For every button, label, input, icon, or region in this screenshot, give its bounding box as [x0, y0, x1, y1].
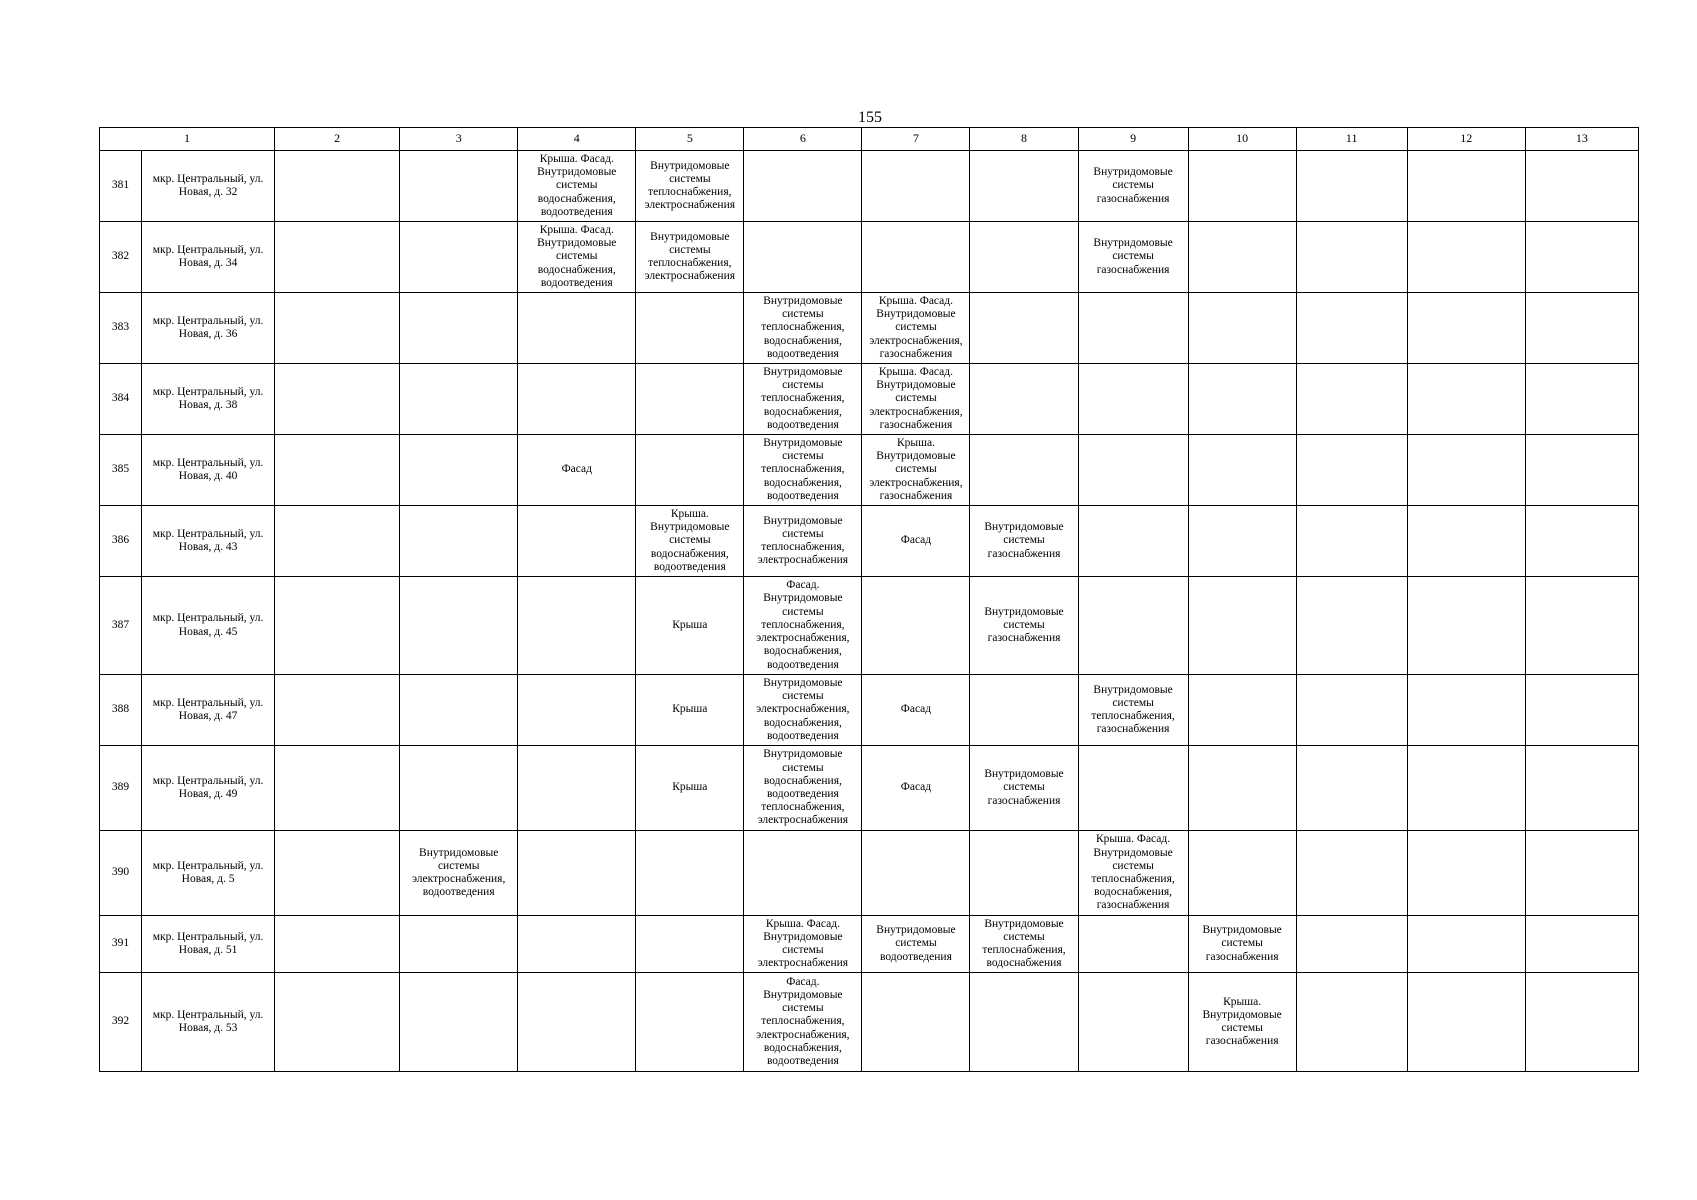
- table-row: [100, 973, 1639, 1072]
- table-cell: [1188, 222, 1296, 293]
- table-cell: [1296, 675, 1407, 746]
- table-row: [100, 293, 1639, 364]
- table-cell: [1188, 435, 1296, 506]
- repair-schedule-table: [99, 127, 1639, 1072]
- row-number-cell: 392: [100, 973, 142, 1072]
- table-cell: [275, 435, 400, 506]
- table-cell: [970, 675, 1078, 746]
- address-cell: мкр. Центральный, ул. Новая, д. 36: [142, 293, 275, 364]
- table-cell: [1407, 293, 1525, 364]
- table-cell: [518, 973, 636, 1072]
- address-cell: мкр. Центральный, ул. Новая, д. 34: [142, 222, 275, 293]
- table-cell: [1525, 746, 1638, 831]
- table-cell: Внутридомовые системы газоснабжения: [970, 746, 1078, 831]
- table-row: [100, 222, 1639, 293]
- table-cell: [275, 675, 400, 746]
- table-cell: Внутридомовые системы теплоснабжения, водоснабжения: [970, 916, 1078, 973]
- table-cell: [744, 222, 862, 293]
- table-cell: [862, 577, 970, 675]
- table-cell: [1296, 435, 1407, 506]
- row-number-cell: 388: [100, 675, 142, 746]
- table-row: [100, 916, 1639, 973]
- address-cell: мкр. Центральный, ул. Новая, д. 49: [142, 746, 275, 831]
- table-cell: Крыша: [636, 577, 744, 675]
- table-cell: [1296, 831, 1407, 916]
- table-cell: [1407, 222, 1525, 293]
- table-cell: [862, 973, 970, 1072]
- page-number: 155: [858, 109, 882, 126]
- table-cell: Внутридомовые системы электроснабжения, водоснабжения, водоотведения: [744, 675, 862, 746]
- table-cell: [970, 831, 1078, 916]
- table-cell: [970, 435, 1078, 506]
- table-cell: [636, 831, 744, 916]
- table-cell: Внутридомовые системы газоснабжения: [1078, 222, 1188, 293]
- table-cell: [1078, 577, 1188, 675]
- table-row: [100, 746, 1639, 831]
- row-number-cell: 384: [100, 364, 142, 435]
- table-row: [100, 364, 1639, 435]
- table-cell: [1188, 293, 1296, 364]
- column-header: 5: [636, 128, 744, 151]
- row-number-cell: 382: [100, 222, 142, 293]
- column-header: 1: [100, 128, 275, 151]
- table-cell: Фасад. Внутридомовые системы теплоснабжения, электроснабжения, водоснабжения, водоотведения: [744, 973, 862, 1072]
- table-cell: [1525, 293, 1638, 364]
- table-row: [100, 435, 1639, 506]
- address-cell: мкр. Центральный, ул. Новая, д. 45: [142, 577, 275, 675]
- table-cell: [970, 364, 1078, 435]
- address-cell: мкр. Центральный, ул. Новая, д. 38: [142, 364, 275, 435]
- table-cell: [1296, 222, 1407, 293]
- table-cell: Внутридомовые системы теплоснабжения, водоснабжения, водоотведения: [744, 364, 862, 435]
- table-cell: [1296, 973, 1407, 1072]
- table-cell: Крыша. Фасад. Внутридомовые системы водоснабжения, водоотведения: [518, 151, 636, 222]
- table-row: [100, 675, 1639, 746]
- table-cell: [275, 506, 400, 577]
- table-cell: [400, 577, 518, 675]
- table-cell: [1407, 364, 1525, 435]
- table-cell: [1296, 577, 1407, 675]
- table-cell: [636, 364, 744, 435]
- column-header: 7: [862, 128, 970, 151]
- table-cell: [1296, 293, 1407, 364]
- row-number-cell: 390: [100, 831, 142, 916]
- table-cell: [744, 831, 862, 916]
- table-cell: Внутридомовые системы теплоснабжения, водоснабжения, водоотведения: [744, 435, 862, 506]
- table-cell: [1407, 506, 1525, 577]
- table-cell: [400, 746, 518, 831]
- table-cell: [1188, 746, 1296, 831]
- table-cell: Крыша: [636, 675, 744, 746]
- table-cell: [636, 435, 744, 506]
- table-cell: [518, 746, 636, 831]
- table-cell: Внутридомовые системы водоотведения: [862, 916, 970, 973]
- column-header: 6: [744, 128, 862, 151]
- table-cell: [1188, 831, 1296, 916]
- table-cell: [1078, 973, 1188, 1072]
- table-cell: [1525, 577, 1638, 675]
- table-cell: [1525, 435, 1638, 506]
- table-cell: Фасад. Внутридомовые системы теплоснабжения, электроснабжения, водоснабжения, водоотведения: [744, 577, 862, 675]
- column-header: 10: [1188, 128, 1296, 151]
- table-cell: [1078, 506, 1188, 577]
- row-number-cell: 385: [100, 435, 142, 506]
- table-cell: [400, 973, 518, 1072]
- table-row: [100, 577, 1639, 675]
- table-cell: [275, 364, 400, 435]
- table-cell: Внутридомовые системы газоснабжения: [1188, 916, 1296, 973]
- column-header: 4: [518, 128, 636, 151]
- table-cell: [636, 916, 744, 973]
- column-header: 13: [1525, 128, 1638, 151]
- table-cell: [1078, 364, 1188, 435]
- table-cell: [1188, 675, 1296, 746]
- address-cell: мкр. Центральный, ул. Новая, д. 53: [142, 973, 275, 1072]
- table-cell: [744, 151, 862, 222]
- table-cell: [1407, 746, 1525, 831]
- table-body: [100, 151, 1639, 1072]
- table-cell: Крыша. Фасад. Внутридомовые системы водоснабжения, водоотведения: [518, 222, 636, 293]
- table-cell: Фасад: [862, 675, 970, 746]
- table-cell: [1525, 222, 1638, 293]
- row-number-cell: 383: [100, 293, 142, 364]
- table-cell: [1296, 364, 1407, 435]
- table-cell: [1525, 973, 1638, 1072]
- table-cell: [275, 973, 400, 1072]
- table-cell: [518, 675, 636, 746]
- table-cell: [970, 973, 1078, 1072]
- table-cell: Внутридомовые системы теплоснабжения, газоснабжения: [1078, 675, 1188, 746]
- table-cell: [862, 151, 970, 222]
- table-cell: Крыша. Фасад. Внутридомовые системы электроснабжения, газоснабжения: [862, 293, 970, 364]
- table-cell: [1188, 151, 1296, 222]
- table-cell: [275, 746, 400, 831]
- column-header: 11: [1296, 128, 1407, 151]
- table-cell: [636, 973, 744, 1072]
- table-row: [100, 506, 1639, 577]
- table-cell: Внутридомовые системы электроснабжения, водоотведения: [400, 831, 518, 916]
- table-cell: [518, 831, 636, 916]
- column-header: 3: [400, 128, 518, 151]
- table-cell: Внутридомовые системы теплоснабжения, электроснабжения: [636, 151, 744, 222]
- table-cell: Крыша. Фасад. Внутридомовые системы теплоснабжения, водоснабжения, газоснабжения: [1078, 831, 1188, 916]
- table-cell: [275, 222, 400, 293]
- table-cell: [1525, 151, 1638, 222]
- table-cell: Крыша: [636, 746, 744, 831]
- table-cell: [1525, 916, 1638, 973]
- table-cell: [1078, 916, 1188, 973]
- table-cell: Фасад: [862, 506, 970, 577]
- table-cell: [862, 222, 970, 293]
- table-cell: [518, 577, 636, 675]
- table-cell: [970, 151, 1078, 222]
- table-cell: [275, 293, 400, 364]
- table-cell: [1296, 746, 1407, 831]
- address-cell: мкр. Центральный, ул. Новая, д. 40: [142, 435, 275, 506]
- address-cell: мкр. Центральный, ул. Новая, д. 5: [142, 831, 275, 916]
- row-number-cell: 389: [100, 746, 142, 831]
- table-cell: [1078, 293, 1188, 364]
- column-header: 8: [970, 128, 1078, 151]
- table-cell: [970, 293, 1078, 364]
- table-cell: [518, 364, 636, 435]
- row-number-cell: 381: [100, 151, 142, 222]
- address-cell: мкр. Центральный, ул. Новая, д. 51: [142, 916, 275, 973]
- table-cell: [1525, 364, 1638, 435]
- address-cell: мкр. Центральный, ул. Новая, д. 47: [142, 675, 275, 746]
- table-cell: [1407, 916, 1525, 973]
- table-cell: Крыша. Внутридомовые системы электроснабжения, газоснабжения: [862, 435, 970, 506]
- table-cell: Крыша. Внутридомовые системы газоснабжения: [1188, 973, 1296, 1072]
- row-number-cell: 391: [100, 916, 142, 973]
- table-cell: [518, 293, 636, 364]
- table-cell: [518, 916, 636, 973]
- table-cell: [1407, 831, 1525, 916]
- table-cell: [636, 293, 744, 364]
- address-cell: мкр. Центральный, ул. Новая, д. 32: [142, 151, 275, 222]
- table-cell: Внутридомовые системы газоснабжения: [970, 577, 1078, 675]
- table-cell: [862, 831, 970, 916]
- table-cell: [1188, 577, 1296, 675]
- table-cell: [1525, 831, 1638, 916]
- table-cell: [400, 364, 518, 435]
- table-cell: [275, 831, 400, 916]
- table-cell: [1525, 506, 1638, 577]
- table-cell: Крыша. Внутридомовые системы водоснабжения, водоотведения: [636, 506, 744, 577]
- table-row: [100, 831, 1639, 916]
- table-cell: Фасад: [518, 435, 636, 506]
- table-cell: Внутридомовые системы теплоснабжения, электроснабжения: [636, 222, 744, 293]
- row-number-cell: 387: [100, 577, 142, 675]
- table-cell: Внутридомовые системы газоснабжения: [970, 506, 1078, 577]
- table-cell: [400, 675, 518, 746]
- table-cell: [400, 435, 518, 506]
- table-cell: [275, 916, 400, 973]
- table-row: [100, 151, 1639, 222]
- table-cell: Внутридомовые системы водоснабжения, водоотведения теплоснабжения, электроснабжения: [744, 746, 862, 831]
- table-cell: [1188, 364, 1296, 435]
- table-cell: [400, 293, 518, 364]
- header-row: [100, 128, 1639, 151]
- column-header: 2: [275, 128, 400, 151]
- table-cell: Крыша. Фасад. Внутридомовые системы электроснабжения: [744, 916, 862, 973]
- table-cell: [1296, 916, 1407, 973]
- column-header: 12: [1407, 128, 1525, 151]
- table-cell: [1407, 675, 1525, 746]
- table-cell: [1296, 506, 1407, 577]
- table-cell: [1188, 506, 1296, 577]
- table-cell: [1078, 435, 1188, 506]
- table-cell: [1407, 973, 1525, 1072]
- table-cell: [400, 151, 518, 222]
- row-number-cell: 386: [100, 506, 142, 577]
- table-cell: [1296, 151, 1407, 222]
- table-cell: [275, 151, 400, 222]
- table-header: [100, 128, 1639, 151]
- table-cell: Внутридомовые системы теплоснабжения, электроснабжения: [744, 506, 862, 577]
- table-cell: [1407, 435, 1525, 506]
- table-cell: [275, 577, 400, 675]
- address-cell: мкр. Центральный, ул. Новая, д. 43: [142, 506, 275, 577]
- table-cell: [400, 222, 518, 293]
- table-cell: Внутридомовые системы теплоснабжения, водоснабжения, водоотведения: [744, 293, 862, 364]
- table-cell: [1407, 577, 1525, 675]
- table-cell: Фасад: [862, 746, 970, 831]
- table-cell: [400, 916, 518, 973]
- table-cell: [518, 506, 636, 577]
- column-header: 9: [1078, 128, 1188, 151]
- table-cell: [1525, 675, 1638, 746]
- table-cell: Внутридомовые системы газоснабжения: [1078, 151, 1188, 222]
- table-cell: [970, 222, 1078, 293]
- table-cell: Крыша. Фасад. Внутридомовые системы электроснабжения, газоснабжения: [862, 364, 970, 435]
- table-cell: [1407, 151, 1525, 222]
- table-cell: [400, 506, 518, 577]
- table-cell: [1078, 746, 1188, 831]
